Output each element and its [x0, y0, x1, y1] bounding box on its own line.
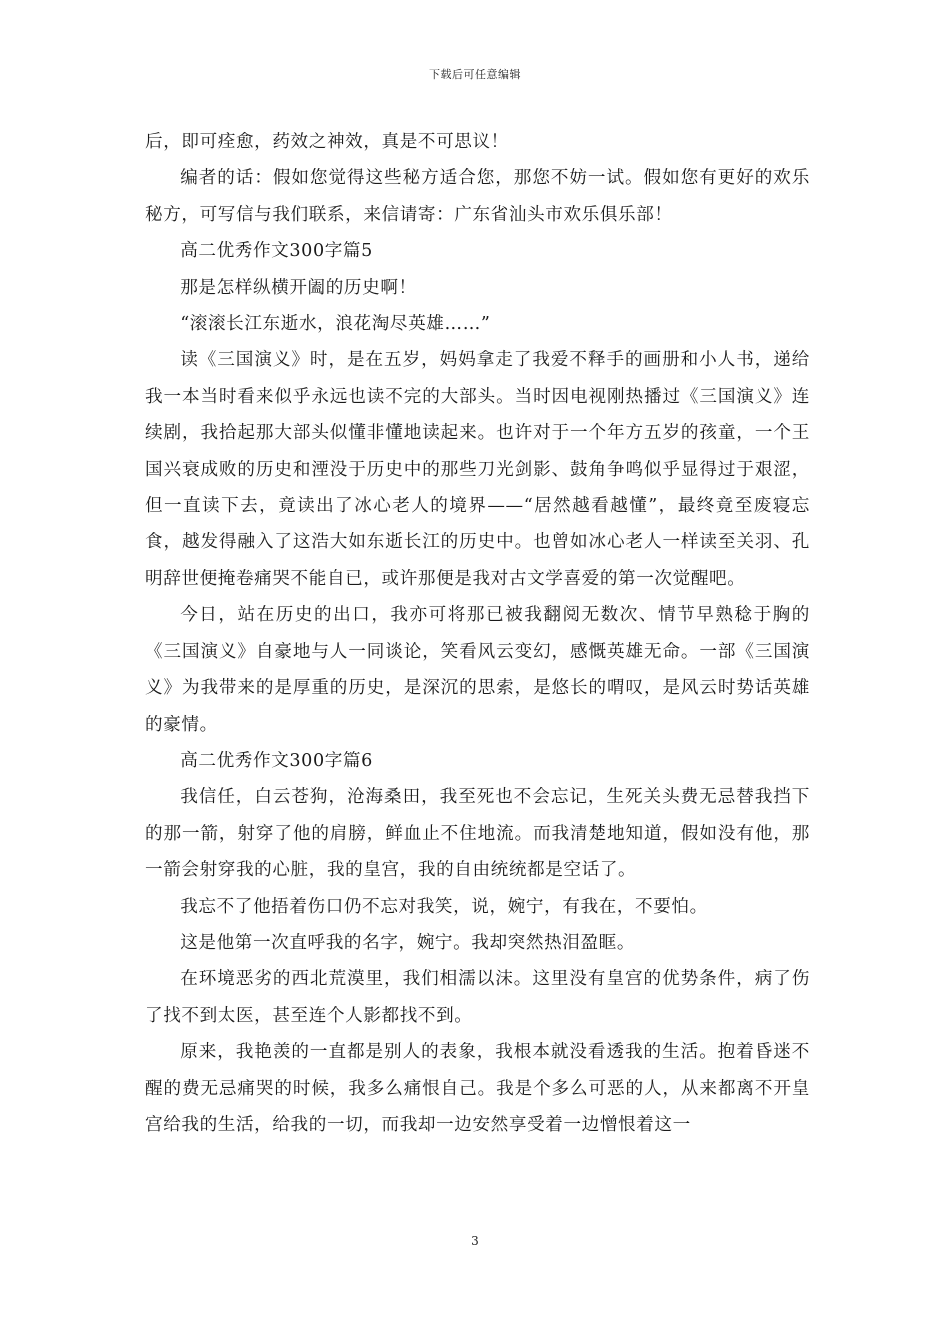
page-number: 3 — [471, 1234, 479, 1248]
document-body — [145, 124, 810, 1143]
paragraph: 在环境恶劣的西北荒漠里，我们相濡以沫。这里没有皇宫的优势条件，病了伤了找不到太医，甚至连个人影都找不到。 — [145, 969, 810, 1026]
section-heading-6: 高二优秀作文300字篇6 — [180, 750, 373, 771]
paragraph: 今日，站在历史的出口，我亦可将那已被我翻阅无数次、情节早熟稔于胸的《三国演义》自豪地与人一同谈论，笑看风云变幻，感慨英雄无命。一部《三国演义》为我带来的是厚重的历史，是深沉的思索，是悠长的喟叹，是风云时势话英雄的豪情。 — [145, 605, 810, 735]
paragraph: 读《三国演义》时，是在五岁，妈妈拿走了我爱不释手的画册和小人书，递给我一本当时看来似乎永远也读不完的大部头。当时因电视刚热播过《三国演义》连续剧，我拾起那大部头似懂非懂地读起来。也许对于一个年方五岁的孩童，一个王国兴衰成败的历史和湮没于历史中的那些刀光剑影、鼓角争鸣似乎显得过于艰涩，但一直读下去，竟读出了冰心老人的境界——“居然越看越懂”，最终竟至废寝忘食，越发得融入了这浩大如东逝长江的历史中。也曾如冰心老人一样读至关羽、孔明辞世便掩卷痛哭不能自已，或许那便是我对古文学喜爱的第一次觉醒吧。 — [145, 350, 810, 589]
paragraph: 原来，我艳羡的一直都是别人的表象，我根本就没看透我的生活。抱着昏迷不醒的费无忌痛哭的时候，我多么痛恨自己。我是个多么可恶的人，从来都离不开皇宫给我的生活，给我的一切，而我却一边安然享受着一边憎恨着这一 — [145, 1042, 810, 1135]
page-header: 下载后可任意编辑 — [429, 68, 521, 81]
paragraph: 这是他第一次直呼我的名字，婉宁。我却突然热泪盈眶。 — [180, 932, 636, 953]
paragraph-editor-note: 编者的话：假如您觉得这些秘方适合您，那您不妨一试。假如您有更好的欢乐秘方，可写信与我们联系，来信请寄：广东省汕头市欢乐俱乐部！ — [145, 168, 810, 225]
paragraph: 我忘不了他捂着伤口仍不忘对我笑，说，婉宁，有我在，不要怕。 — [180, 896, 708, 917]
paragraph-quote: “滚滚长江东逝水，浪花淘尽英雄……” — [180, 314, 491, 335]
section-heading-5: 高二优秀作文300字篇5 — [180, 241, 373, 262]
paragraph: 我信任，白云苍狗，沧海桑田，我至死也不会忘记，生死关头费无忌替我挡下的那一箭，射穿了他的肩膀，鲜血止不住地流。而我清楚地知道，假如没有他，那一箭会射穿我的心脏，我的皇宫，我的自由统统都是空话了。 — [145, 787, 810, 881]
paragraph-continuation: 后，即可痊愈，药效之神效，真是不可思议！ — [145, 132, 509, 152]
paragraph: 那是怎样纵横开阖的历史啊！ — [180, 277, 417, 298]
